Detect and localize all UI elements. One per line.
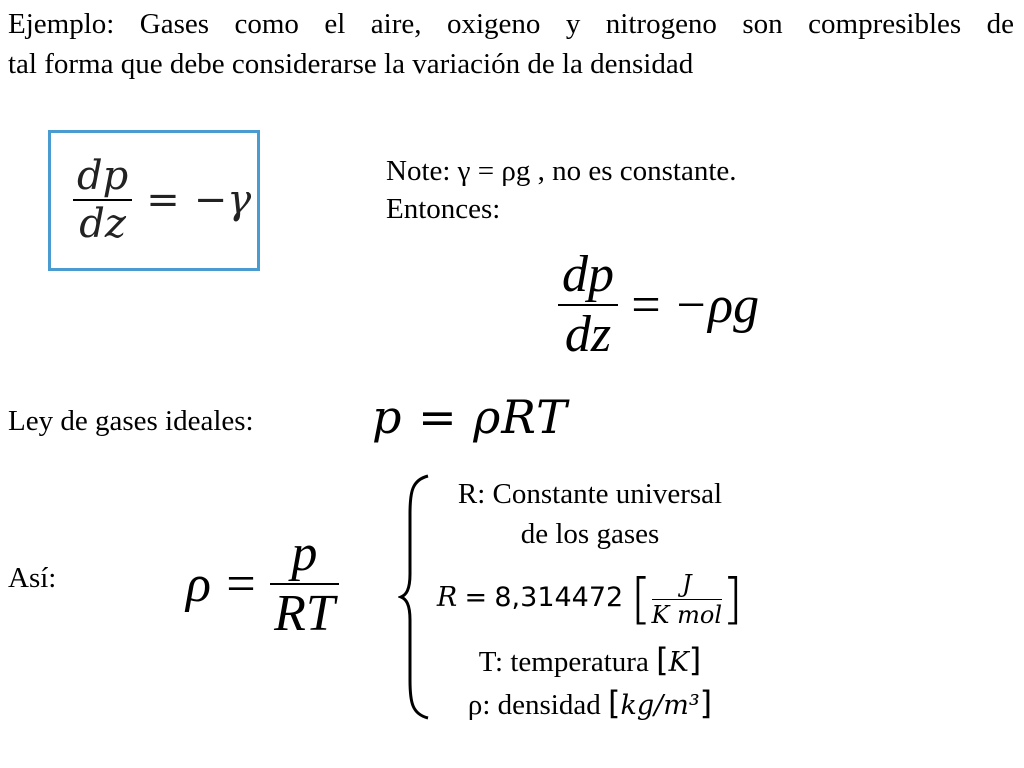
hydrostatic-equals: = — [628, 276, 664, 334]
r-value: 8,314472 — [494, 582, 624, 613]
boxed-rhs: −γ — [193, 177, 252, 223]
t-unit: K — [668, 647, 689, 678]
right-bracket-icon: ] — [699, 684, 713, 722]
r-value-row — [420, 554, 760, 640]
boxed-denominator: dz — [79, 201, 126, 247]
intro-line-1: Ejemplo: Gases como el aire, oxigeno y nitrogeno son compresibles de — [8, 8, 1014, 40]
density-fraction — [270, 525, 339, 643]
ideal-gas-equation: p = ρRT — [372, 390, 568, 444]
r-description-line-2: de los gases — [520, 518, 660, 550]
rho-description: ρ: densidad — [467, 689, 601, 721]
r-description-line-1: R: Constante universal — [457, 478, 723, 510]
rho-row — [420, 683, 760, 726]
density-lhs: ρ — [186, 555, 211, 613]
r-symbol: R — [436, 582, 458, 613]
boxed-numerator: dp — [77, 153, 129, 199]
rho-unit: kg/m³ — [620, 690, 700, 721]
density-equals: = — [222, 555, 259, 613]
r-unit-numerator: J — [681, 569, 692, 598]
hydrostatic-rhs: −ρg — [673, 276, 760, 334]
boxed-equals: = — [146, 177, 180, 223]
hydrostatic-fraction — [558, 246, 618, 364]
note-line-2: Entonces: — [386, 193, 501, 225]
density-numerator: p — [291, 525, 318, 582]
left-bracket-icon: [ — [607, 684, 621, 722]
density-denominator: RT — [274, 585, 335, 642]
note-line-1: Note: γ = ρg , no es constante. — [386, 155, 737, 187]
left-bracket-icon: [ — [630, 567, 652, 631]
r-equals: = — [464, 582, 488, 613]
boxed-equation-frame — [48, 130, 260, 271]
intro-line-2: tal forma que debe considerarse la variación de la densidad — [8, 48, 694, 80]
right-bracket-icon: ] — [722, 567, 744, 631]
r-unit-fraction — [652, 569, 722, 630]
asi-label: Así: — [8, 562, 57, 594]
density-equation — [186, 525, 339, 643]
intro-paragraph — [8, 4, 1014, 84]
hydrostatic-denominator: dz — [564, 306, 612, 363]
definitions-block — [420, 474, 760, 726]
boxed-fraction — [73, 153, 132, 247]
hydrostatic-equation — [558, 246, 759, 364]
t-description: T: temperatura — [478, 646, 649, 678]
note-text — [386, 152, 737, 228]
right-bracket-icon: ] — [688, 641, 702, 679]
t-row — [420, 640, 760, 683]
boxed-equation — [73, 153, 251, 247]
left-bracket-icon: [ — [656, 641, 669, 679]
r-unit-denominator: K mol — [651, 600, 722, 629]
hydrostatic-numerator: dp — [562, 246, 614, 303]
ideal-gas-label: Ley de gases ideales: — [8, 405, 254, 437]
